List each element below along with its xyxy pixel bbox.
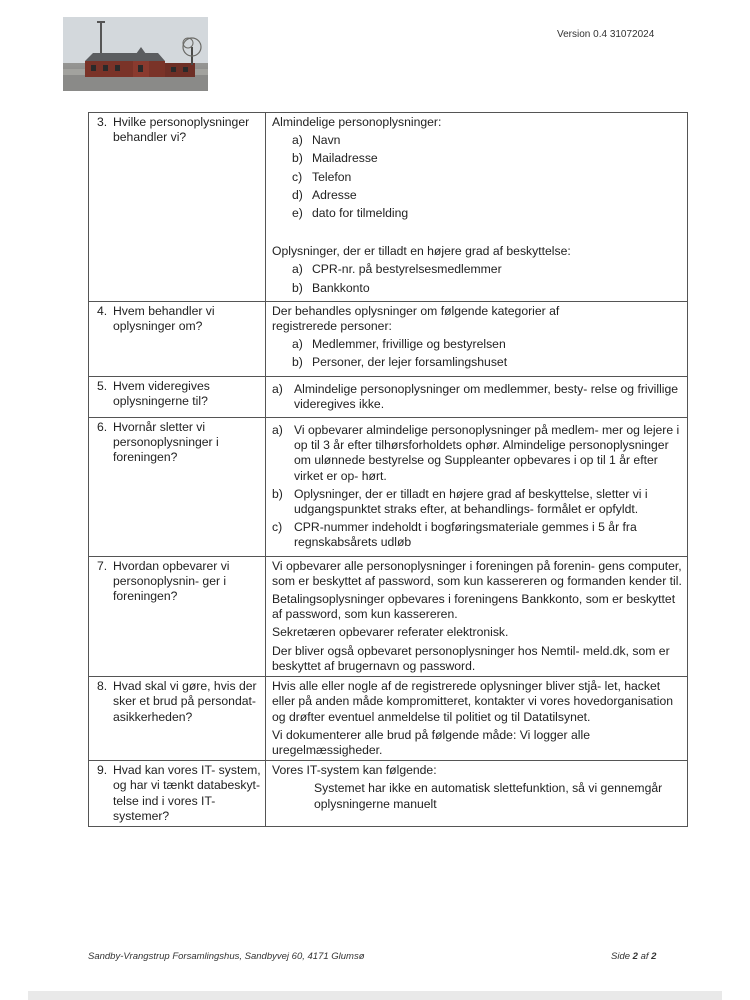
table-row [89,418,688,557]
question-number: 6. [97,420,108,435]
list-item: b) Bankkonto [292,280,370,295]
table-row [89,301,688,376]
question-text: Hvem behandler vi oplysninger om? [113,303,215,334]
answer-intro: Almindelige personoplysninger: [272,115,442,129]
question-text: Hvilke personoplysninger behandler vi? [113,115,250,145]
answer-paragraph: Betalingsoplysninger opbevares i foreningens Bankkonto, som er beskyttet af password, som kun kassereren. [272,592,676,622]
question-number: 4. [97,303,108,318]
answer-cell [266,418,688,557]
question-text: Hvad kan vores IT- system, og har vi tænkt databeskyt- telse ind i vores IT- systemer? [113,763,261,823]
answer-cell [266,113,688,302]
answer-paragraph: Vi opbevarer alle personoplysninger i foreningen på forenin- gens computer, som er beskyttet af password, som kun kassereren og formanden kender til. [272,558,682,588]
answer-paragraph: Vi dokumenterer alle brud på følgende måde: Vi logger alle uregelmæssigheder. [272,727,590,757]
privacy-table [88,112,688,827]
footer-page-number: Side 2 af 2 [611,951,657,962]
question-text: Hvem videregives oplysningerne til? [113,378,210,408]
list-item: d) Adresse [292,187,357,202]
table-row [89,376,688,417]
answer-cell [266,761,688,827]
question-cell [89,556,266,676]
viewer-bottom-bar [28,991,722,1000]
question-cell [89,376,266,417]
answer-paragraph: Systemet har ikke en automatisk slettefunktion, så vi gennemgår oplysningerne manuelt [314,781,663,811]
answer-cell [266,301,688,376]
list-item: c) CPR-nummer indeholdt i bogføringsmateriale gemmes i 5 år fra regnskabsårets udløb [272,520,637,550]
list-item: a) Almindelige personoplysninger om medlemmer, besty- relse og frivillige videregives ikke. [272,381,679,411]
table-row [89,677,688,761]
question-number: 7. [97,558,108,573]
header-photo [63,17,208,91]
version-label: Version 0.4 31072024 [557,29,655,40]
question-cell [89,301,266,376]
question-cell [89,761,266,827]
question-number: 3. [97,115,108,129]
question-text: Hvordan opbevarer vi personoplysnin- ger i foreningen? [113,558,230,604]
table-row [89,556,688,676]
list-item: a) Navn [292,133,341,148]
table-row [89,761,688,827]
question-cell [89,677,266,761]
answer-paragraph: Hvis alle eller nogle af de registrerede oplysninger bliver stjå- let, hacket eller på anden måde kompromitteret, kontakter vi vores hovedorganisation og drøfter eventuel anmeldelse til politiet og til Datatilsynet. [272,679,674,724]
answer-cell [266,376,688,417]
building-image [63,17,208,91]
answer-cell [266,677,688,761]
question-cell [89,113,266,302]
list-item: a) Vi opbevarer almindelige personoplysninger på medlem- mer og lejere i op til 3 år efter tilhørsforholdets ophør. Almindelige personoplysninger om ulønnede bestyrelse og Suppleanter opbevares i op til 1 år efter virket er op- hørt. [272,423,680,483]
list-item: b) Mailadresse [292,151,378,166]
list-item: a) CPR-nr. på bestyrelsesmedlemmer [292,262,502,277]
footer-address: Sandby-Vrangstrup Forsamlingshus, Sandbyvej 60, 4171 Glumsø [88,951,365,962]
question-text: Hvornår sletter vi personoplysninger i foreningen? [113,420,219,465]
answer-cell [266,556,688,676]
question-text: Hvad skal vi gøre, hvis der sker et brud på persondat- asikkerheden? [113,679,257,724]
question-number: 5. [97,378,108,393]
question-number: 8. [97,679,108,694]
list-item: e) dato for tilmelding [292,206,409,221]
answer-paragraph: Der bliver også opbevaret personoplysninger hos Nemtil- meld.dk, som er beskyttet af brugernavn og password. [272,643,670,673]
list-item: b) Personer, der lejer forsamlingshuset [292,355,508,370]
answer-intro: Oplysninger, der er tilladt en højere grad af beskyttelse: [272,244,571,259]
answer-paragraph: Vores IT-system kan følgende: [272,763,437,778]
question-number: 9. [97,763,108,778]
list-item: a) Medlemmer, frivillige og bestyrelsen [292,337,506,352]
list-item: c) Telefon [292,169,352,184]
answer-intro: Der behandles oplysninger om følgende kategorier af registrerede personer: [272,303,560,334]
question-cell [89,418,266,557]
list-item: b) Oplysninger, der er tilladt en højere grad af beskyttelse, sletter vi i udgangspunktet straks efter, at behandlings- formålet er opfyldt. [272,486,648,517]
answer-paragraph: Sekretæren opbevarer referater elektronisk. [272,625,509,640]
table-row [89,113,688,302]
